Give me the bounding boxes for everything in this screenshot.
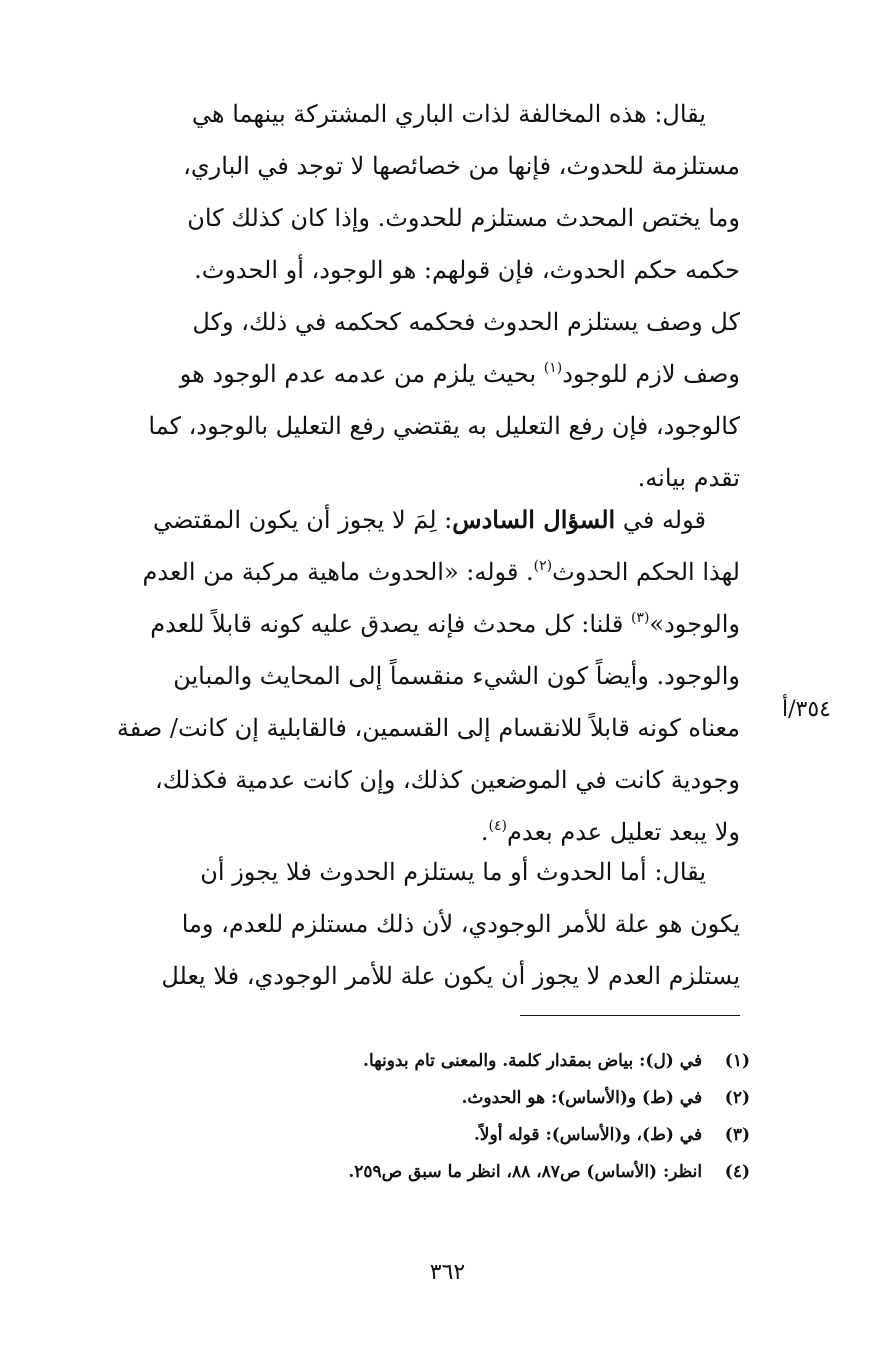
text-line: مستلزمة للحدوث، فإنها من خصائصها لا توجد في الباري، bbox=[183, 152, 740, 180]
text-line: وصف لازم للوجود$^{(١)}$ بحيث يلزم من عدمه عدم الوجود هو bbox=[179, 360, 740, 388]
text-line: والوجود»$^{(٣)}$ قلنا: كل محدث فإنه يصدق عليه كونه قابلاً للعدم bbox=[150, 610, 740, 638]
text-line: وما يختص المحدث مستلزم للحدوث. وإذا كان كذلك كان bbox=[187, 204, 740, 232]
text-line: يقال: أما الحدوث أو ما يستلزم الحدوث فلا يجوز أن bbox=[200, 858, 706, 886]
footnote-number: (٢) bbox=[724, 1088, 750, 1108]
paragraph-1 bbox=[62, 88, 740, 504]
text-line: معناه كونه قابلاً للانقسام إلى القسمين، فالقابلية إن كانت/ صفة bbox=[116, 714, 740, 742]
page-number: ٣٦٢ bbox=[429, 1260, 466, 1285]
text-line: حكمه حكم الحدوث، فإن قولهم: هو الوجود، أو الحدوث. bbox=[194, 256, 740, 284]
text-line: يقال: هذه المخالفة لذات الباري المشتركة بينهما هي bbox=[191, 100, 706, 128]
footnote-item bbox=[130, 1080, 750, 1117]
paragraph-3 bbox=[62, 846, 740, 1002]
footnote-text: انظر: (الأساس) ص٨٧، ٨٨، انظر ما سبق ص٢٥٩. bbox=[348, 1162, 703, 1182]
text-line: قوله في السؤال السادس: لِمَ لا يجوز أن يكون المقتضي bbox=[152, 505, 706, 534]
footnote-text: في (ط)، و(الأساس): قوله أولاً. bbox=[473, 1125, 703, 1145]
text-line: والوجود. وأيضاً كون الشيء منقسماً إلى المحايث والمباين bbox=[173, 662, 740, 690]
text-line: لهذا الحكم الحدوث$^{(٢)}$. قوله: «الحدوث ماهية مركبة من العدم bbox=[142, 558, 740, 586]
text-line: يستلزم العدم لا يجوز أن يكون علة للأمر الوجودي، فلا يعلل bbox=[161, 962, 740, 990]
footnote-number: (٣) bbox=[724, 1125, 750, 1145]
footnote-separator bbox=[520, 1015, 740, 1016]
text-line: يكون هو علة للأمر الوجودي، لأن ذلك مستلزم للعدم، وما bbox=[181, 910, 740, 938]
footnotes bbox=[130, 1043, 750, 1191]
footnote-number: (١) bbox=[724, 1051, 750, 1071]
text-line: وجودية كانت في الموضعين كذلك، وإن كانت عدمية فكذلك، bbox=[155, 766, 740, 794]
footnote-number: (٤) bbox=[724, 1162, 750, 1182]
manuscript-folio-note: ٣٥٤/أ bbox=[782, 697, 831, 722]
text-line: تقدم بيانه. bbox=[637, 464, 740, 492]
footnote-item bbox=[130, 1043, 750, 1080]
paragraph-2 bbox=[62, 494, 740, 858]
text-line: كالوجود، فإن رفع التعليل به يقتضي رفع التعليل بالوجود، كما bbox=[148, 412, 740, 440]
footnote-item bbox=[130, 1117, 750, 1154]
footnote-text: في (ل): بياض بمقدار كلمة. والمعنى تام بدونها. bbox=[363, 1051, 703, 1071]
text-line: ولا يبعد تعليل عدم بعدم$^{(٤)}$. bbox=[480, 818, 740, 846]
footnote-item bbox=[130, 1154, 750, 1191]
footnote-text: في (ط) و(الأساس): هو الحدوث. bbox=[461, 1088, 703, 1108]
text-line: كل وصف يستلزم الحدوث فحكمه كحكمه في ذلك، وكل bbox=[192, 308, 740, 336]
